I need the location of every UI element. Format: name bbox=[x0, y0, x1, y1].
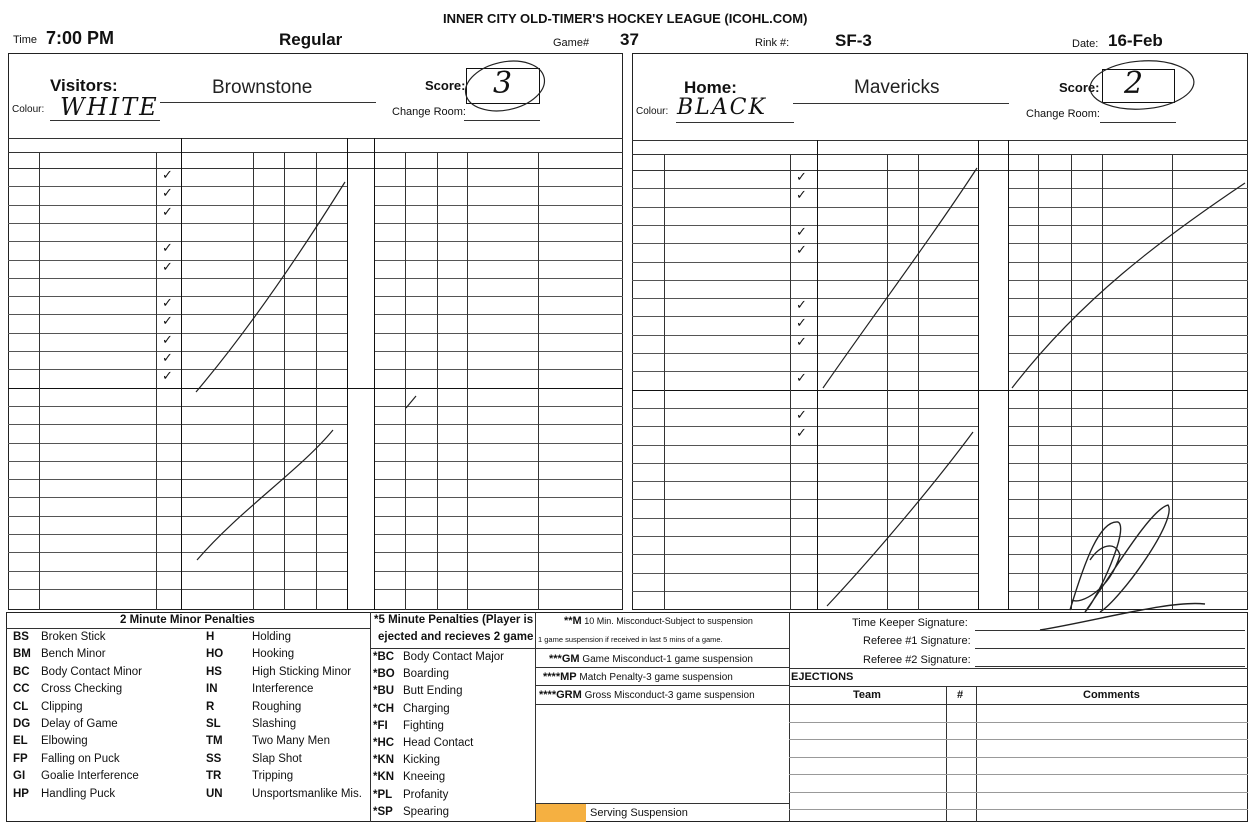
ejections-number-header: # bbox=[957, 689, 964, 701]
visitors-score-circle bbox=[461, 54, 549, 118]
minor-penalty-code: IN bbox=[206, 683, 218, 696]
misconduct-mp-code: ****MP bbox=[543, 671, 577, 683]
minor-penalty-code: R bbox=[206, 700, 215, 713]
minor-penalty-code: UN bbox=[206, 787, 223, 800]
major-penalty-name: Profanity bbox=[403, 788, 449, 801]
home-attendance-check-icon: ✓ bbox=[796, 425, 807, 441]
serving-suspension-swatch bbox=[536, 804, 586, 822]
minor-penalty-row bbox=[13, 648, 106, 660]
minor-penalty-name: Roughing bbox=[252, 700, 302, 713]
visitors-colour-label: Colour: bbox=[12, 104, 45, 115]
minor-penalty-code: EL bbox=[13, 735, 28, 748]
major-penalty-row bbox=[373, 668, 449, 680]
minor-penalty-row bbox=[206, 701, 301, 713]
visitors-attendance-check-icon: ✓ bbox=[162, 368, 173, 384]
game-value: 37 bbox=[620, 30, 639, 49]
minor-penalty-row bbox=[13, 631, 106, 643]
major-penalty-row bbox=[373, 737, 473, 749]
minor-penalty-row bbox=[206, 648, 294, 660]
minor-penalty-row bbox=[206, 683, 313, 695]
misconduct-gm-text: Game Misconduct-1 game suspension bbox=[582, 654, 753, 665]
major-penalty-code: *KN bbox=[373, 754, 395, 767]
minor-penalty-code: TR bbox=[206, 770, 222, 783]
minor-penalty-code: SL bbox=[206, 718, 221, 730]
major-penalty-name: Kneeing bbox=[403, 771, 446, 784]
misconduct-m-code: **M bbox=[564, 615, 582, 627]
major-penalty-row bbox=[373, 703, 450, 715]
visitors-p2-strike bbox=[197, 430, 333, 560]
minor-penalty-name: Slap Shot bbox=[252, 752, 302, 765]
major-penalty-name: Charging bbox=[403, 702, 450, 715]
major-penalty-name: Body Contact Major bbox=[403, 651, 504, 663]
home-attendance-check-icon: ✓ bbox=[796, 315, 807, 331]
minor-penalty-code: FP bbox=[13, 752, 28, 765]
minor-penalty-name: High Sticking Minor bbox=[252, 665, 352, 678]
minor-penalty-name: Elbowing bbox=[41, 735, 88, 748]
rink-label: Rink #: bbox=[755, 37, 790, 49]
home-attendance-check-icon: ✓ bbox=[796, 406, 807, 422]
minor-penalty-code: BS bbox=[13, 631, 29, 643]
minor-penalty-name: Holding bbox=[252, 631, 291, 643]
minor-penalty-name: Clipping bbox=[41, 700, 83, 713]
home-attendance-check-icon: ✓ bbox=[796, 242, 807, 258]
home-team-name: Mavericks bbox=[854, 77, 940, 98]
date-label: Date: bbox=[1072, 38, 1099, 50]
minor-penalty-code: BM bbox=[13, 648, 31, 661]
minor-penalty-name: Interference bbox=[252, 683, 314, 696]
misconduct-gm-code: ***GM bbox=[549, 653, 580, 665]
minor-penalty-row bbox=[13, 701, 83, 713]
misconduct-grm-code: ****GRM bbox=[539, 689, 582, 701]
major-penalty-name: Head Contact bbox=[403, 737, 474, 749]
major-penalty-code: *KN bbox=[373, 771, 395, 784]
major-penalty-code: *FI bbox=[373, 719, 388, 732]
date-value: 16-Feb bbox=[1108, 31, 1163, 50]
major-penalties-title-2: ejected and recieves 2 game bbox=[378, 631, 534, 643]
visitors-attendance-check-icon: ✓ bbox=[162, 203, 173, 219]
ejection-row-line bbox=[789, 792, 1248, 793]
minor-penalty-name: Cross Checking bbox=[41, 683, 123, 696]
major-penalty-row bbox=[373, 685, 462, 697]
major-penalty-name: Spearing bbox=[403, 805, 450, 818]
minor-penalty-row bbox=[206, 788, 362, 800]
visitors-attendance-check-icon: ✓ bbox=[162, 258, 173, 274]
home-attendance-check-icon: ✓ bbox=[796, 333, 807, 349]
major-penalty-row bbox=[373, 651, 504, 663]
minor-penalty-name: Two Many Men bbox=[252, 735, 330, 748]
misconduct-grm-text: Gross Misconduct-3 game suspension bbox=[584, 690, 755, 701]
minor-penalty-row bbox=[206, 631, 291, 643]
visitors-attendance-check-icon: ✓ bbox=[162, 331, 173, 347]
visitors-team-name: Brownstone bbox=[212, 77, 313, 98]
major-penalty-code: *BC bbox=[373, 651, 395, 663]
home-colour-label: Colour: bbox=[636, 106, 669, 117]
major-penalty-name: Kicking bbox=[403, 754, 441, 767]
major-penalty-code: *PL bbox=[373, 788, 393, 801]
major-penalty-row bbox=[373, 720, 444, 732]
home-label: Home: bbox=[684, 78, 737, 97]
ejection-row-line bbox=[789, 774, 1248, 775]
ejection-row-line bbox=[789, 809, 1248, 810]
minor-penalty-code: HO bbox=[206, 648, 224, 661]
minor-penalty-name: Falling on Puck bbox=[41, 752, 120, 765]
minor-penalty-name: Delay of Game bbox=[41, 718, 118, 730]
ejections-team-header: Team bbox=[853, 689, 881, 701]
minor-penalty-code: HP bbox=[13, 787, 29, 800]
home-p2-strike bbox=[827, 432, 973, 606]
major-penalty-row bbox=[373, 789, 448, 801]
home-score-value: 2 bbox=[1124, 66, 1144, 101]
visitors-change-room-label: Change Room: bbox=[392, 106, 466, 118]
home-change-room-label: Change Room: bbox=[1026, 108, 1100, 120]
visitors-score-label: Score: bbox=[425, 78, 466, 93]
visitors-attendance-check-icon: ✓ bbox=[162, 167, 173, 182]
time-value: 7:00 PM bbox=[46, 28, 115, 48]
visitors-pen-crossout bbox=[406, 396, 416, 408]
minor-penalty-name: Unsportsmanlike Mis. bbox=[252, 787, 362, 800]
minor-penalty-row bbox=[206, 666, 351, 678]
visitors-attendance-check-icon: ✓ bbox=[162, 240, 173, 256]
misconduct-mp-text: Match Penalty-3 game suspension bbox=[579, 672, 733, 683]
home-attendance-check-icon: ✓ bbox=[796, 297, 807, 313]
major-penalty-code: *HC bbox=[373, 737, 395, 749]
visitors-attendance-check-icon: ✓ bbox=[162, 295, 173, 311]
home-p1-strike bbox=[823, 168, 977, 388]
ejections-comments-header: Comments bbox=[1083, 689, 1140, 701]
home-attendance-check-icon: ✓ bbox=[796, 223, 807, 239]
minor-penalty-row bbox=[206, 718, 296, 730]
minor-penalty-code: SS bbox=[206, 752, 222, 765]
misconduct-m-text: 10 Min. Misconduct-Subject to suspension bbox=[584, 616, 753, 626]
major-penalty-row bbox=[373, 754, 440, 766]
misconduct-gm bbox=[549, 653, 753, 665]
major-penalty-code: *BU bbox=[373, 685, 395, 698]
visitors-label: Visitors: bbox=[50, 76, 118, 95]
minor-penalty-row bbox=[13, 718, 118, 730]
minor-penalty-row bbox=[206, 735, 330, 747]
ejection-row-line bbox=[789, 722, 1248, 723]
misconduct-m-note: 1 game suspension if received in last 5 mins of a game. bbox=[538, 635, 723, 644]
home-attendance-check-icon: ✓ bbox=[796, 187, 807, 203]
misconduct-grm bbox=[539, 689, 755, 701]
minor-penalty-code: GI bbox=[13, 770, 26, 783]
visitors-attendance-check-icon: ✓ bbox=[162, 313, 173, 329]
minor-penalty-row bbox=[206, 770, 293, 782]
visitors-score-value: 3 bbox=[493, 66, 513, 101]
minor-penalties-title: 2 Minute Minor Penalties bbox=[120, 614, 255, 626]
ejection-row-line bbox=[789, 757, 1248, 758]
major-penalty-code: *SP bbox=[373, 805, 393, 818]
minor-penalty-name: Bench Minor bbox=[41, 648, 106, 661]
major-penalty-name: Fighting bbox=[403, 719, 444, 732]
minor-penalty-row bbox=[206, 753, 302, 765]
minor-penalty-code: CC bbox=[13, 683, 30, 696]
visitors-attendance-check-icon: ✓ bbox=[162, 350, 173, 365]
referee2-signature-label: Referee #2 Signature: bbox=[863, 654, 971, 666]
minor-penalty-name: Tripping bbox=[252, 770, 294, 783]
home-score-circle bbox=[1088, 57, 1195, 112]
league-title: INNER CITY OLD-TIMER'S HOCKEY LEAGUE (ICOHL.COM) bbox=[443, 11, 808, 26]
major-penalties-title-1: *5 Minute Penalties (Player is bbox=[374, 614, 534, 626]
serving-suspension-label: Serving Suspension bbox=[590, 807, 688, 819]
minor-penalty-code: BC bbox=[13, 665, 30, 678]
home-attendance-check-icon: ✓ bbox=[796, 370, 807, 386]
minor-penalty-name: Handling Puck bbox=[41, 787, 116, 800]
major-penalty-name: Butt Ending bbox=[403, 685, 463, 698]
game-type: Regular bbox=[279, 30, 343, 49]
rink-value: SF-3 bbox=[835, 31, 872, 50]
minor-penalty-row bbox=[13, 683, 122, 695]
minor-penalty-row bbox=[13, 788, 115, 800]
major-penalty-code: *CH bbox=[373, 702, 395, 715]
minor-penalty-name: Hooking bbox=[252, 648, 295, 661]
time-label: Time bbox=[13, 34, 38, 46]
minor-penalty-code: CL bbox=[13, 700, 29, 713]
ejections-title: EJECTIONS bbox=[791, 671, 854, 683]
ejection-row-line bbox=[789, 739, 1248, 740]
minor-penalty-code: HS bbox=[206, 665, 222, 678]
minor-penalty-name: Slashing bbox=[252, 718, 297, 730]
minor-penalty-name: Goalie Interference bbox=[41, 770, 139, 783]
home-colour-value: BLACK bbox=[677, 95, 767, 120]
major-penalty-row bbox=[373, 806, 449, 818]
minor-penalty-row bbox=[13, 770, 139, 782]
major-penalty-name: Boarding bbox=[403, 668, 450, 681]
timekeeper-signature-label: Time Keeper Signature: bbox=[852, 617, 968, 629]
visitors-p1-strike bbox=[196, 182, 345, 392]
major-penalty-code: *BO bbox=[373, 668, 395, 681]
minor-penalty-row bbox=[13, 753, 120, 765]
misconduct-m bbox=[564, 615, 753, 627]
referee1-signature-label: Referee #1 Signature: bbox=[863, 635, 971, 647]
minor-penalty-code: H bbox=[206, 631, 215, 643]
minor-penalty-row bbox=[13, 666, 142, 678]
visitors-attendance-check-icon: ✓ bbox=[162, 185, 173, 201]
major-penalty-row bbox=[373, 771, 445, 783]
minor-penalty-row bbox=[13, 735, 88, 747]
minor-penalty-code: TM bbox=[206, 735, 223, 748]
home-attendance-check-icon: ✓ bbox=[796, 169, 807, 184]
minor-penalty-code: DG bbox=[13, 718, 31, 730]
minor-penalty-name: Body Contact Minor bbox=[41, 665, 142, 678]
misconduct-mp bbox=[543, 671, 733, 683]
minor-penalty-name: Broken Stick bbox=[41, 631, 106, 643]
game-label: Game# bbox=[553, 37, 590, 49]
home-pen-strike bbox=[1012, 183, 1245, 388]
home-score-label: Score: bbox=[1059, 80, 1100, 95]
visitors-colour-value: WHITE bbox=[60, 93, 159, 121]
